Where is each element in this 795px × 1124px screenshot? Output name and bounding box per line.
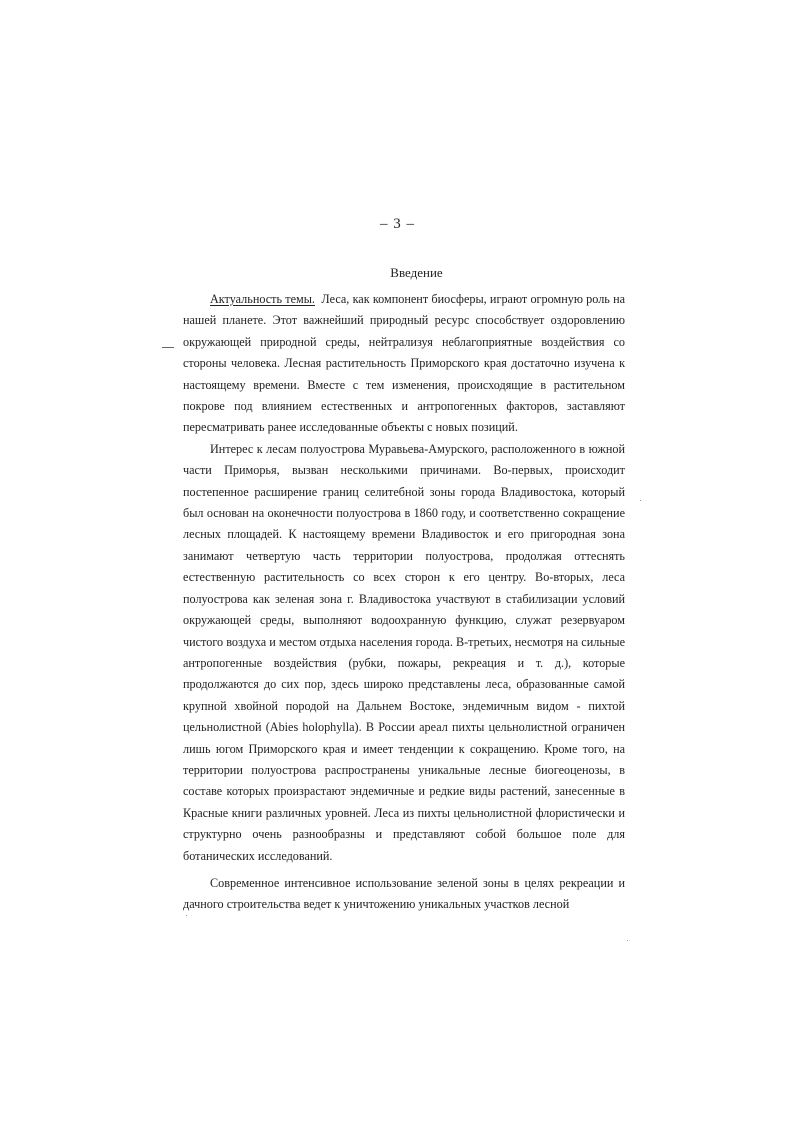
body-text — [183, 289, 625, 916]
scan-speck — [627, 940, 628, 941]
scan-speck — [640, 500, 641, 501]
page-number: – 3 – — [380, 216, 415, 232]
topic-text: Леса, как компонент биосферы, играют огромную роль на нашей планете. Этот важнейший природный ресурс способствует оздоровлению окружающей природной среды, нейтрализуя неблагоприятные воздействия со стороны человека. Лесная растительность Приморского края достаточно изучена к настоящему времени. Вместе с тем изменения, происходящие в растительном покрове под влиянием естественных и антропогенных факторов, заставляют пересматривать ранее исследованные объекты с новых позиций. — [183, 292, 625, 435]
paragraph-interest: Интерес к лесам полуострова Муравьева-Амурского, расположенного в южной части Приморья, вызван несколькими причинами. Во-первых, происходит постепенное расширение границ селитебной зоны города Владивостока, который был основан на оконечности полуострова в 1860 году, и соответственно сокращение лесных площадей. К настоящему времени Владивосток и его пригородная зона занимают четвертую часть территории полуострова, продолжая оттеснять естественную растительность со всех сторон к его центру. Во-вторых, леса полуострова как зеленая зона г. Владивостока участвуют в стабилизации условий окружающей среды, выполняют водоохранную функцию, служат резервуаром чистого воздуха и местом отдыха населения города. В-третьих, несмотря на сильные антропогенные воздействия (рубки, пожары, рекреация и т. д.), которые продолжаются до сих пор, здесь широко представлены леса, образованные самой крупной хвойной породой на Дальнем Востоке, эндемичным видом - пихтой цельнолистной (Abies holophylla). В России ареал пихты цельнолистной ограничен лишь югом Приморского края и имеет тенденции к сокращению. Кроме того, на территории полуострова распространены уникальные лесные биогеоценозы, в составе которых произрастают эндемичные и редкие виды растений, занесенные в Красные книги различных уровней. Леса из пихты цельнолистной флористически и структурно очень разнообразны и представляют собой большое поле для ботанических исследований. — [183, 441, 625, 863]
section-heading: Введение — [390, 265, 443, 280]
scan-speck — [186, 915, 187, 916]
topic-label: Актуальность темы. — [210, 292, 315, 306]
margin-mark — [162, 347, 174, 348]
paragraph-relevance — [183, 289, 625, 439]
paragraph-modern-use: Современное интенсивное использование зеленой зоны в целях рекреации и дачного строительства ведет к уничтожению уникальных участков лесной — [183, 875, 625, 912]
